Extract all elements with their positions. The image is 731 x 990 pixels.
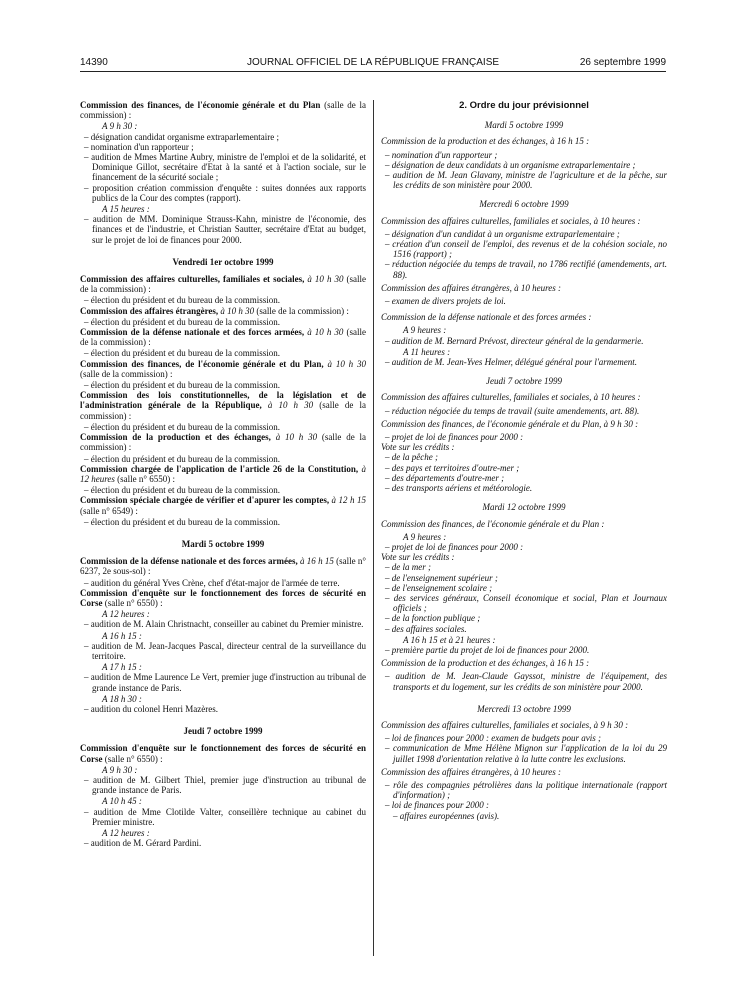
commission-heading: Commission des affaires étrangères, à 10 h 30 (salle de la commission) : xyxy=(80,305,349,316)
agenda-item: – audition de M. Jean-Jacques Pascal, directeur central de la surveillance du territoire. xyxy=(84,640,366,661)
day-heading: Mardi 12 octobre 1999 xyxy=(482,502,566,513)
commission-heading: Commission des affaires étrangères, à 10 heures : xyxy=(381,282,561,293)
agenda-item: – désignation candidat organisme extraparlementaire ; xyxy=(84,131,280,142)
agenda-item: – projet de loi de finances pour 2000 : xyxy=(385,432,524,443)
agenda-item: – examen de divers projets de loi. xyxy=(385,296,506,307)
time-slot: A 12 heures : xyxy=(102,828,150,838)
agenda-item: – des transports aériens et météorologie. xyxy=(385,483,533,494)
agenda-item: – de l'enseignement scolaire ; xyxy=(385,582,493,593)
agenda-item: – audition de M. Bernard Prévost, directeur général de la gendarmerie. xyxy=(385,335,644,346)
agenda-item: – désignation de deux candidats à un organisme extraparlementaire ; xyxy=(385,159,636,170)
agenda-item: – audition de M. Gérard Pardini. xyxy=(84,838,202,849)
time-slot: A 9 h 30 : xyxy=(102,764,138,775)
time-slot: A 17 h 15 : xyxy=(102,662,142,673)
agenda-item: – audition de MM. Dominique Strauss-Kahn, ministre de l'économie, des finances et de l'industrie, et Christian Sautter, secrétaire d'Etat au budget, sur le projet de loi de finances pour 2000. xyxy=(84,214,366,245)
time-slot: A 11 heures : xyxy=(403,346,451,357)
commission-heading: Commission des affaires culturelles, familiales et sociales, à 10 heures : xyxy=(381,392,641,403)
journal-title: JOURNAL OFFICIEL DE LA RÉPUBLIQUE FRANÇAISE xyxy=(246,57,500,68)
right-column xyxy=(381,101,667,821)
agenda-item: – nomination d'un rapporteur ; xyxy=(84,141,194,152)
agenda-item: – audition de Mmes Martine Aubry, ministre de l'emploi et de la solidarité, et Dominique Gillot, secrétaire d'Etat à la santé et à l'action sociale, sur le financement de la sécurité sociale ; xyxy=(84,152,366,183)
page-number: 14390 xyxy=(80,57,108,68)
agenda-item: – élection du président et du bureau de la commission. xyxy=(84,348,280,359)
day-heading: Vendredi 1er octobre 1999 xyxy=(172,256,274,267)
agenda-item: – de l'enseignement supérieur ; xyxy=(385,572,498,583)
agenda-item: – des services généraux, Conseil économique et social, Plan et Journaux officiels ; xyxy=(385,592,667,614)
agenda-item: – affaires européennes (avis). xyxy=(393,810,500,821)
commission-heading: Commission de la production et des échanges, à 10 h 30 (salle de la commission) : xyxy=(80,432,367,453)
column-divider xyxy=(373,100,374,956)
commission-heading: Commission de la défense nationale et des forces armées : xyxy=(381,312,592,323)
agenda-item: – loi de finances pour 2000 : xyxy=(385,800,489,811)
agenda-item: – audition de M. Gilbert Thiel, premier juge d'instruction au tribunal de grande instance de Paris. xyxy=(84,774,366,796)
day-heading: Mardi 5 octobre 1999 xyxy=(484,120,564,131)
agenda-item: – audition de Mme Clotilde Valter, conseillère technique au cabinet du Premier ministre. xyxy=(84,806,366,827)
agenda-item: – élection du président et du bureau de la commission. xyxy=(84,421,280,432)
commission-heading: Commission des finances, de l'économie générale et du Plan (salle de la commission) : xyxy=(80,100,366,121)
time-slot: A 15 heures : xyxy=(102,204,150,215)
commission-heading: Commission chargée de l'application de l'article 26 de la Constitution, à 12 heures (salle n° 6550) : xyxy=(80,463,366,484)
page-header xyxy=(80,57,666,71)
agenda-item: – élection du président et du bureau de la commission. xyxy=(84,316,280,327)
agenda-item: – audition de M. Jean Glavany, ministre de l'agriculture et de la pêche, sur les crédits de son ministère pour 2000. xyxy=(385,170,667,191)
commission-heading: Commission des finances, de l'économie générale et du Plan, à 10 h 30 (salle de la commission) : xyxy=(80,358,366,379)
agenda-item: – audition de M. Alain Christnacht, conseiller au cabinet du Premier ministre. xyxy=(84,619,364,630)
agenda-item: – audition du général Yves Crène, chef d'état-major de l'armée de terre. xyxy=(84,577,340,588)
commission-heading: Commission des affaires culturelles, familiales et sociales, à 9 h 30 : xyxy=(381,719,629,730)
agenda-item: – de la mer ; xyxy=(385,562,431,573)
agenda-item: – des affaires sociales. xyxy=(385,623,467,634)
commission-heading: Commission des affaires étrangères, à 10 heures : xyxy=(381,766,561,777)
commission-heading: Commission des affaires culturelles, familiales et sociales, à 10 h 30 (salle de la commission) : xyxy=(80,274,367,295)
time-slot: A 12 heures : xyxy=(102,609,150,620)
agenda-item: – élection du président et du bureau de la commission. xyxy=(84,453,280,464)
commission-heading: Commission spéciale chargée de vérifier et d'apurer les comptes, à 12 h 15 (salle n° 6549) : xyxy=(80,495,367,516)
agenda-item: – communication de Mme Hélène Mignon sur l'application de la loi du 29 juillet 1998 d'orientation relative à la lutte contre les exclusions. xyxy=(385,743,667,764)
agenda-subheading: Vote sur les crédits : xyxy=(381,442,455,453)
commission-heading: Commission d'enquête sur le fonctionnement des forces de sécurité en Corse (salle n° 6550) : xyxy=(80,587,366,608)
time-slot: A 9 h 30 : xyxy=(102,121,138,132)
day-heading: Mercredi 13 octobre 1999 xyxy=(477,703,571,714)
agenda-item: – réduction négociée du temps de travail, no 1786 rectifié (amendements, art. 88). xyxy=(385,259,667,280)
commission-heading: Commission des finances, de l'économie générale et du Plan, à 9 h 30 : xyxy=(381,418,639,429)
commission-heading: Commission de la défense nationale et des forces armées, à 16 h 15 (salle n° 6237, 2e sous-sol) : xyxy=(80,556,366,577)
time-slot: A 10 h 45 : xyxy=(102,796,142,807)
agenda-item: – de la fonction publique ; xyxy=(385,613,481,624)
agenda-item: – désignation d'un candidat à un organisme extraparlementaire ; xyxy=(385,228,620,239)
time-slot: A 9 heures : xyxy=(403,531,447,542)
time-slot: A 18 h 30 : xyxy=(102,693,142,704)
left-column xyxy=(80,100,366,848)
agenda-item: – première partie du projet de loi de finances pour 2000. xyxy=(385,644,590,655)
time-slot: A 16 h 15 : xyxy=(102,630,142,641)
agenda-item: – réduction négociée du temps de travail (suite amendements, art. 88). xyxy=(385,405,640,416)
agenda-subheading: Vote sur les crédits : xyxy=(381,552,455,563)
agenda-item: – élection du président et du bureau de la commission. xyxy=(84,516,280,527)
day-heading: Mardi 5 octobre 1999 xyxy=(181,538,265,549)
agenda-item: – audition du colonel Henri Mazères. xyxy=(84,703,218,714)
commission-heading: Commission de la défense nationale et des forces armées, à 10 h 30 (salle de la commission) : xyxy=(80,327,366,348)
commission-heading: Commission des finances, de l'économie générale et du Plan : xyxy=(381,518,605,529)
agenda-item: – loi de finances pour 2000 : examen de budgets pour avis ; xyxy=(385,733,601,744)
time-slot: A 16 h 15 et à 21 heures : xyxy=(403,634,496,645)
issue-date: 26 septembre 1999 xyxy=(579,57,666,68)
agenda-item: – audition de M. Jean-Claude Gayssot, ministre de l'équipement, des transports et du logement, sur les crédits de son ministère pour 2000. xyxy=(385,671,667,692)
day-heading: Mercredi 6 octobre 1999 xyxy=(479,199,569,210)
day-heading: Jeudi 7 octobre 1999 xyxy=(183,726,263,737)
commission-heading: Commission des affaires culturelles, familiales et sociales, à 10 heures : xyxy=(381,215,641,226)
agenda-item: – nomination d'un rapporteur ; xyxy=(385,149,498,160)
section-heading: 2. Ordre du jour prévisionnel xyxy=(459,100,589,111)
agenda-item: – rôle des compagnies pétrolières dans la politique internationale (rapport d'information) ; xyxy=(385,779,667,801)
commission-heading: Commission de la production et des échanges, à 16 h 15 : xyxy=(381,136,590,147)
agenda-item: – élection du président et du bureau de la commission. xyxy=(84,380,280,391)
agenda-item: – audition de Mme Laurence Le Vert, premier juge d'instruction au tribunal de grande instance de Paris. xyxy=(84,672,366,693)
commission-heading: Commission de la production et des échanges, à 16 h 15 : xyxy=(381,658,590,669)
agenda-item: – création d'un conseil de l'emploi, des revenus et de la cohésion sociale, no 1516 (rapport) ; xyxy=(385,239,667,260)
time-slot: A 9 heures : xyxy=(403,325,447,336)
agenda-item: – projet de loi de finances pour 2000 : xyxy=(385,541,524,552)
header-rule xyxy=(80,71,666,72)
day-heading: Jeudi 7 octobre 1999 xyxy=(486,376,562,387)
commission-heading: Commission d'enquête sur le fonctionnement des forces de sécurité en Corse (salle n° 6550) : xyxy=(80,743,366,764)
agenda-item: – de la pêche ; xyxy=(385,452,438,463)
agenda-item: – proposition création commission d'enquête : suites données aux rapports publics de la Cour des comptes (rapport). xyxy=(84,182,366,203)
agenda-item: – élection du président et du bureau de la commission. xyxy=(84,485,280,496)
agenda-item: – audition de M. Jean-Yves Helmer, délégué général pour l'armement. xyxy=(385,357,638,368)
agenda-item: – des pays et territoires d'outre-mer ; xyxy=(385,462,520,473)
agenda-item: – des départements d'outre-mer ; xyxy=(385,472,505,483)
commission-heading: Commission des lois constitutionnelles, de la législation et de l'administration générale de la République, à 10 h 30 (salle de la commission) : xyxy=(80,390,367,421)
agenda-item: – élection du président et du bureau de la commission. xyxy=(84,295,280,306)
